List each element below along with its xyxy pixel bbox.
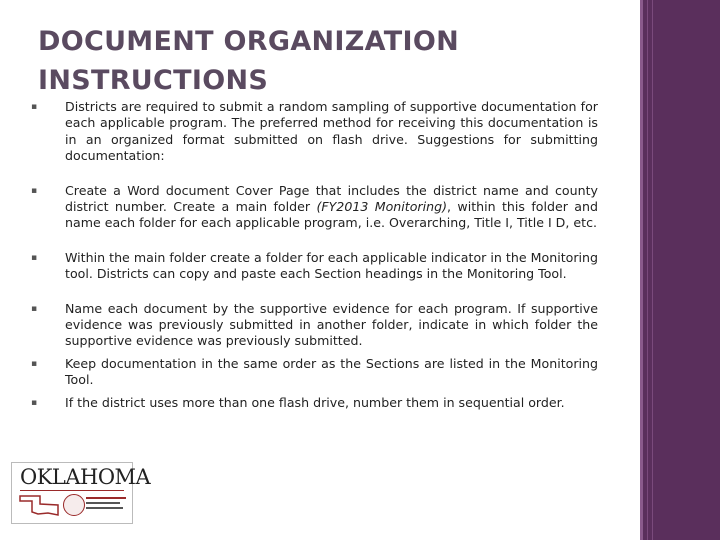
sidebar-stripe (652, 0, 653, 540)
decorative-sidebar (640, 0, 720, 540)
bullet-marker: ▪ (31, 185, 38, 196)
logo-divider (20, 490, 124, 491)
bullet-text: Create a Word document Cover Page that includes the district name and county district number. Create a main folder (65, 182, 598, 215)
logo-fine-print (86, 497, 126, 512)
bullet-item (28, 250, 598, 283)
folder-name-emphasis: (FY2013 Monitoring) (316, 199, 448, 215)
bullet-item (28, 99, 598, 165)
bullet-marker: ▪ (31, 303, 38, 314)
bullet-item (28, 301, 598, 350)
sidebar-edge (640, 0, 643, 540)
bullet-item (28, 356, 598, 389)
bullet-list (28, 99, 598, 411)
slide-title: DOCUMENT ORGANIZATION INSTRUCTIONS (38, 26, 459, 96)
oklahoma-education-logo (11, 462, 151, 524)
state-outline-icon (18, 493, 60, 519)
bullet-text: Within the main folder create a folder for each applicable indicator in the Monitoring tool. Districts can copy and paste each Section headings in the Monitoring Tool. (65, 249, 598, 282)
bullet-marker: ▪ (31, 397, 38, 408)
logo-wordmark: OKLAHOMA (20, 465, 151, 489)
bullet-text: Name each document by the supportive evidence for each program. If supportive evidence was previously submitted in another folder, indicate in which folder the supportive evidence was previously submitted. (65, 300, 598, 349)
bullet-text: , within this folder and name each folder for each applicable program, i.e. Overarching, Title I, Title I D, etc. (65, 199, 599, 231)
bullet-text: Districts are required to submit a random sampling of supportive documentation for each applicable program. The preferred method for receiving this documentation is in an organized format submitted on flash drive. Suggestions for submitting documentation: (65, 99, 598, 164)
bullet-marker: ▪ (31, 102, 38, 112)
seal-icon (63, 494, 85, 516)
sidebar-stripe (647, 0, 648, 540)
bullet-text: Keep documentation in the same order as the Sections are listed in the Monitoring Tool. (65, 355, 598, 388)
bullet-marker: ▪ (31, 358, 38, 369)
bullet-item (28, 183, 598, 232)
bullet-item (28, 395, 598, 411)
bullet-marker: ▪ (31, 252, 38, 263)
bullet-text: If the district uses more than one flash drive, number them in sequential order. (65, 394, 565, 410)
